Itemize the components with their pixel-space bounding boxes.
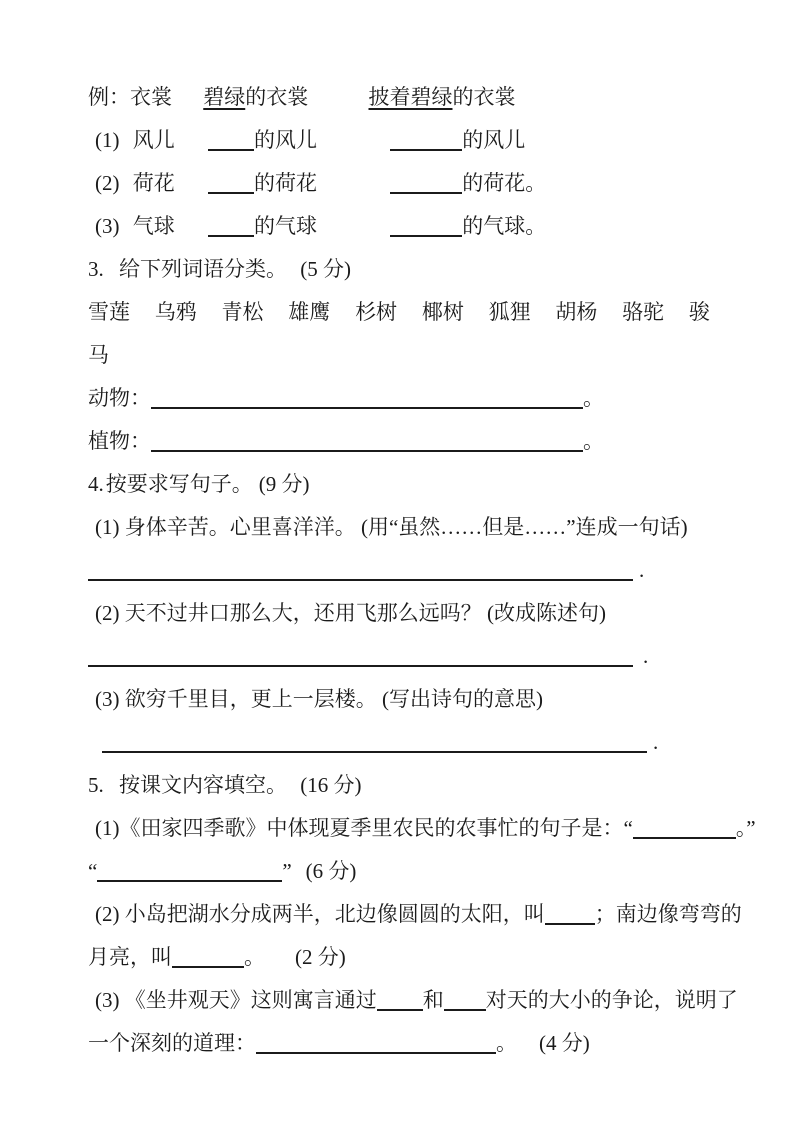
answer-line: . xyxy=(88,643,715,670)
example-phrase-2: 碧绿的衣裳 xyxy=(203,85,309,109)
fill-suffix: 的荷花 xyxy=(462,171,526,195)
answer-blank xyxy=(88,579,633,581)
item-number: (2) xyxy=(95,171,120,195)
question-score: (16 分) xyxy=(300,773,362,797)
answer-blank xyxy=(633,837,736,839)
category-label: 植物： xyxy=(88,429,151,453)
category-label: 动物： xyxy=(88,386,151,410)
word-item: 椰树 xyxy=(421,300,464,324)
word-item: 骏 xyxy=(688,300,710,324)
answer-blank xyxy=(256,1052,496,1054)
question-text: 按要求写句子。 xyxy=(105,472,253,496)
fill-suffix: 的风儿 xyxy=(462,128,526,152)
question-4-item-3: (3) 欲穷千里目，更上一层楼。 (写出诗句的意思) xyxy=(95,687,543,711)
question-5-item-1-line-1: (1)《田家四季歌》中体现夏季里农民的农事忙的句子是：“ 。” xyxy=(95,816,756,840)
question-number: 5. xyxy=(88,773,104,797)
word-item: 狐狸 xyxy=(488,300,531,324)
fill-word: 风儿 xyxy=(132,128,175,152)
answer-blank xyxy=(208,192,254,194)
question-3-heading xyxy=(88,256,715,283)
word-item: 乌鸦 xyxy=(154,300,197,324)
word-item: 青松 xyxy=(221,300,264,324)
answer-blank xyxy=(208,235,254,237)
word-item: 杉树 xyxy=(355,300,398,324)
word-item: 雪莲 xyxy=(88,300,130,324)
question-4-item-1: (1) 身体辛苦。心里喜洋洋。 (用“虽然……但是……”连成一句话) xyxy=(95,515,688,539)
question-5-item-1-line-2: “ ” (6 分) xyxy=(88,859,357,883)
question-number: 4. xyxy=(88,472,104,496)
answer-blank xyxy=(151,450,583,452)
example-prefix: 例：衣裳 xyxy=(88,85,172,109)
worksheet-page xyxy=(88,84,756,1057)
answer-line: . xyxy=(88,729,715,756)
answer-blank xyxy=(444,1009,486,1011)
item-score: (2 分) xyxy=(295,945,346,969)
question-4-item-2: (2) 天不过井口那么大，还用飞那么远吗？ (改成陈述句) xyxy=(95,601,606,625)
plant-answer-line: 植物： 。 xyxy=(88,429,604,453)
example-underlined-word: 碧绿 xyxy=(203,85,246,109)
answer-blank xyxy=(97,880,282,882)
question-5-item-2-line-2: 月亮，叫 。 (2 分) xyxy=(88,945,346,969)
fill-suffix: 的气球 xyxy=(254,214,317,238)
question-number: 3. xyxy=(88,257,104,281)
fill-suffix: 的风儿 xyxy=(254,128,317,152)
answer-blank xyxy=(390,192,462,194)
fill-suffix: 的气球 xyxy=(462,214,526,238)
answer-blank xyxy=(88,665,633,667)
fill-word: 气球 xyxy=(132,214,175,238)
question-text: 给下列词语分类。 xyxy=(119,257,287,281)
question-score: (9 分) xyxy=(258,472,310,496)
example-line xyxy=(88,84,715,111)
question-score: (5 分) xyxy=(300,257,351,281)
question-5-item-3-line-1: (3) 《坐井观天》这则寓言通过 和 对天的大小的争论，说明了 xyxy=(95,988,738,1012)
word-item: 马 xyxy=(88,343,109,367)
word-item: 雄鹰 xyxy=(288,300,331,324)
word-item: 骆驼 xyxy=(622,300,665,324)
answer-blank xyxy=(377,1009,423,1011)
fill-word: 荷花 xyxy=(132,171,175,195)
example-underlined-word: 披着碧绿 xyxy=(368,85,453,109)
question-5-heading xyxy=(88,772,715,799)
item-score: (4 分) xyxy=(539,1031,590,1055)
answer-blank xyxy=(102,751,647,753)
question-5-item-2-line-1: (2) 小岛把湖水分成两半，北边像圆圆的太阳，叫 ；南边像弯弯的 xyxy=(95,902,742,926)
item-score: (6 分) xyxy=(305,859,357,883)
answer-line: . xyxy=(88,557,715,584)
word-list-line-2 xyxy=(88,342,715,369)
word-item: 胡杨 xyxy=(555,300,598,324)
word-list-line-1 xyxy=(88,299,710,326)
answer-blank xyxy=(390,149,462,151)
answer-blank xyxy=(208,149,254,151)
question-5-item-3-line-2: 一个深刻的道理： 。 (4 分) xyxy=(88,1031,590,1055)
example-phrase-3: 披着碧绿的衣裳 xyxy=(368,85,516,109)
answer-blank xyxy=(172,966,244,968)
fill-row-wind xyxy=(88,127,715,154)
answer-blank xyxy=(390,235,462,237)
question-text: 按课文内容填空。 xyxy=(119,773,287,797)
fill-row-balloon: (3) 气球 的气球 的气球。 xyxy=(95,214,547,238)
item-number: (3) xyxy=(95,214,120,238)
question-4-heading xyxy=(88,471,715,498)
fill-suffix: 的荷花 xyxy=(254,171,317,195)
answer-blank xyxy=(151,407,583,409)
animal-answer-line: 动物： 。 xyxy=(88,386,604,410)
item-number: (1) xyxy=(95,128,120,152)
fill-row-lotus: (2) 荷花 的荷花 的荷花。 xyxy=(95,171,547,195)
answer-blank xyxy=(545,923,595,925)
